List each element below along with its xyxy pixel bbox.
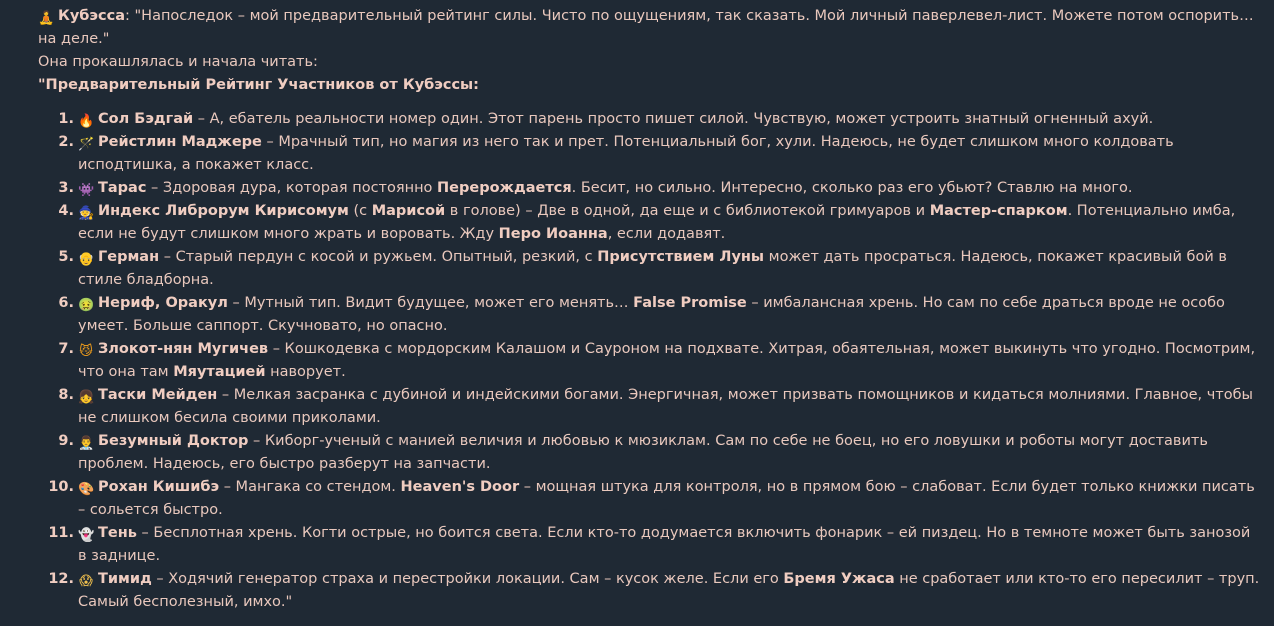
participant-name: Индекс Либрорум Кирисомум <box>98 203 349 219</box>
ranking-item <box>58 177 1262 200</box>
ranking-text: – имбалансная хрень. Но сам по себе драться вроде не особо умеет. Больше саппорт. Скучновато, но опасно. <box>78 295 1225 334</box>
screaming-face-icon: 😱 <box>79 574 93 589</box>
ranking-item <box>58 200 1262 246</box>
ranking-number: 9. <box>58 433 74 449</box>
ranking-heading: "Предварительный Рейтинг Участников от Кубэссы: <box>38 77 479 93</box>
nauseated-face-icon: 🤢 <box>78 298 95 313</box>
ranking-text: может дать просраться. Надеюсь, покажет красивый бой в стиле бладборна. <box>78 249 1227 288</box>
chat-message-body <box>38 5 1262 614</box>
ghost-icon: 👻 <box>78 528 95 543</box>
ranking-text: (с <box>348 203 372 219</box>
participant-name: Герман <box>98 249 160 265</box>
ranking-text: – Мрачный тип, но магия из него так и прет. Потенциальный бог, хули. Надеюсь, не будет слишком много колдовать исподтишка, а покажет класс. <box>78 134 1174 173</box>
cat-face-icon: 😼 <box>79 344 93 359</box>
ranking-text: не сработает или кто-то его пересилит – труп. Самый бесполезный, имхо." <box>78 571 1260 610</box>
participant-name: Рейстлин Маджере <box>98 134 262 150</box>
participant-name: Безумный Доктор <box>98 433 249 449</box>
intro-line <box>38 5 1262 51</box>
ranking-text: – Мангака со стендом. <box>219 479 401 495</box>
ranking-number: 8. <box>58 387 74 403</box>
narration-line: Она прокашлялась и начала читать: <box>38 54 318 70</box>
participant-name: Сол Бэдгай <box>98 111 194 127</box>
ranking-item <box>48 476 1262 522</box>
ranking-number: 3. <box>58 180 74 196</box>
participant-name: Таски Мейден <box>98 387 218 403</box>
ranking-item <box>58 384 1262 430</box>
ranking-text: – Киборг-ученый с манией величия и любовью к мюзиклам. Сам по себе не боец, но его ловушки и роботы могут доставить проблем. Надеюсь, его быстро разберут на запчасти. <box>78 433 1208 472</box>
ranking-text: – А, ебатель реальности номер один. Этот парень просто пишет силой. Чувствую, может устроить знатный огненный ахуй. <box>193 111 1154 127</box>
ranking-item <box>58 246 1262 292</box>
ability-name: Бремя Ужаса <box>783 571 895 587</box>
ranking-item <box>48 522 1262 568</box>
ability-name: Мяутацией <box>173 364 266 380</box>
fire-icon: 🔥 <box>78 114 95 129</box>
ability-name: Перерождается <box>437 180 572 196</box>
ranking-number: 12. <box>48 571 74 587</box>
ranking-text: – Мелкая засранка с дубиной и индейскими богами. Энергичная, может призвать помощников и кидаться молниями. Главное, чтобы не слишком бесила своими приколами. <box>78 387 1253 426</box>
ranking-item <box>58 131 1262 177</box>
ranking-text: наворует. <box>265 364 346 380</box>
ranking-text: – Ходячий генератор страха и перестройки локации. Сам – кусок желе. Если его <box>151 571 784 587</box>
ability-name: Присутствием Луны <box>597 249 765 265</box>
ability-name: False Promise <box>633 295 747 311</box>
ranking-number: 7. <box>58 341 74 357</box>
ranking-number: 6. <box>58 295 74 311</box>
participant-name: Тень <box>98 525 137 541</box>
participant-name: Рохан Кишибэ <box>98 479 220 495</box>
alien-monster-icon: 👾 <box>78 183 95 198</box>
magic-wand-icon: 🪄 <box>78 137 95 152</box>
ranking-number: 11. <box>48 525 74 541</box>
participant-name: Тимид <box>98 571 152 587</box>
ranking-item <box>58 292 1262 338</box>
ability-name: Мастер-спарком <box>929 203 1068 219</box>
old-man-icon: 👴 <box>78 252 95 267</box>
mage-icon: 🧙 <box>78 206 95 221</box>
ranking-text: – Бесплотная хрень. Когти острые, но боится света. Если кто-то додумается включить фонарик – ей пиздец. Но в темноте может быть занозой в заднице. <box>78 525 1251 564</box>
girl-icon: 👧 <box>78 390 95 405</box>
ability-name: Марисой <box>371 203 446 219</box>
ranking-number: 1. <box>58 111 74 127</box>
participant-name: Тарас <box>98 180 147 196</box>
ranking-text: – Здоровая дура, которая постоянно <box>146 180 438 196</box>
ranking-number: 10. <box>48 479 74 495</box>
ability-name: Перо Иоанна <box>498 226 608 242</box>
ranking-text: . Потенциально имба, если не будут слишком много жрать и воровать. Жду <box>78 203 1236 242</box>
ranking-number: 2. <box>58 134 74 150</box>
ranking-number: 4. <box>58 203 74 219</box>
ranking-text: в голове) – Две в одной, да еще и с библиотекой гримуаров и <box>445 203 930 219</box>
participant-name: Нериф, Оракул <box>98 295 228 311</box>
ranking-text: – Старый пердун с косой и ружьем. Опытный, резкий, с <box>159 249 598 265</box>
ranking-text: , если додавят. <box>607 226 726 242</box>
artist-palette-icon: 🎨 <box>78 482 95 497</box>
ranking-item <box>48 568 1262 614</box>
ranking-list <box>38 108 1262 614</box>
speaker-quote: : "Напоследок – мой предварительный рейтинг силы. Чисто по ощущениям, так сказать. Мой личный паверлевел-лист. Можете потом оспорить… на деле." <box>38 8 1254 47</box>
ability-name: Heaven's Door <box>400 479 520 495</box>
speaker-name: Кубэсса <box>58 8 125 24</box>
ranking-text: – Мутный тип. Видит будущее, может его менять… <box>227 295 634 311</box>
doctor-icon: 👨‍⚕️ <box>78 436 95 451</box>
ranking-item <box>58 430 1262 476</box>
ranking-item <box>58 338 1262 384</box>
ranking-item <box>58 108 1262 131</box>
ranking-text: . Бесит, но сильно. Интересно, сколько раз его убьют? Ставлю на много. <box>571 180 1133 196</box>
participant-name: Злокот-нян Мугичев <box>98 341 269 357</box>
person-icon: 🧘 <box>38 11 55 26</box>
ranking-number: 5. <box>58 249 74 265</box>
ranking-text: – Кошкодевка с мордорским Калашом и Сауроном на подхвате. Хитрая, обаятельная, может выкинуть что угодно. Посмотрим, что она там <box>78 341 1256 380</box>
ranking-text: – мощная штука для контроля, но в прямом бою – слабоват. Если будет только книжки писать – сольется быстро. <box>78 479 1255 518</box>
